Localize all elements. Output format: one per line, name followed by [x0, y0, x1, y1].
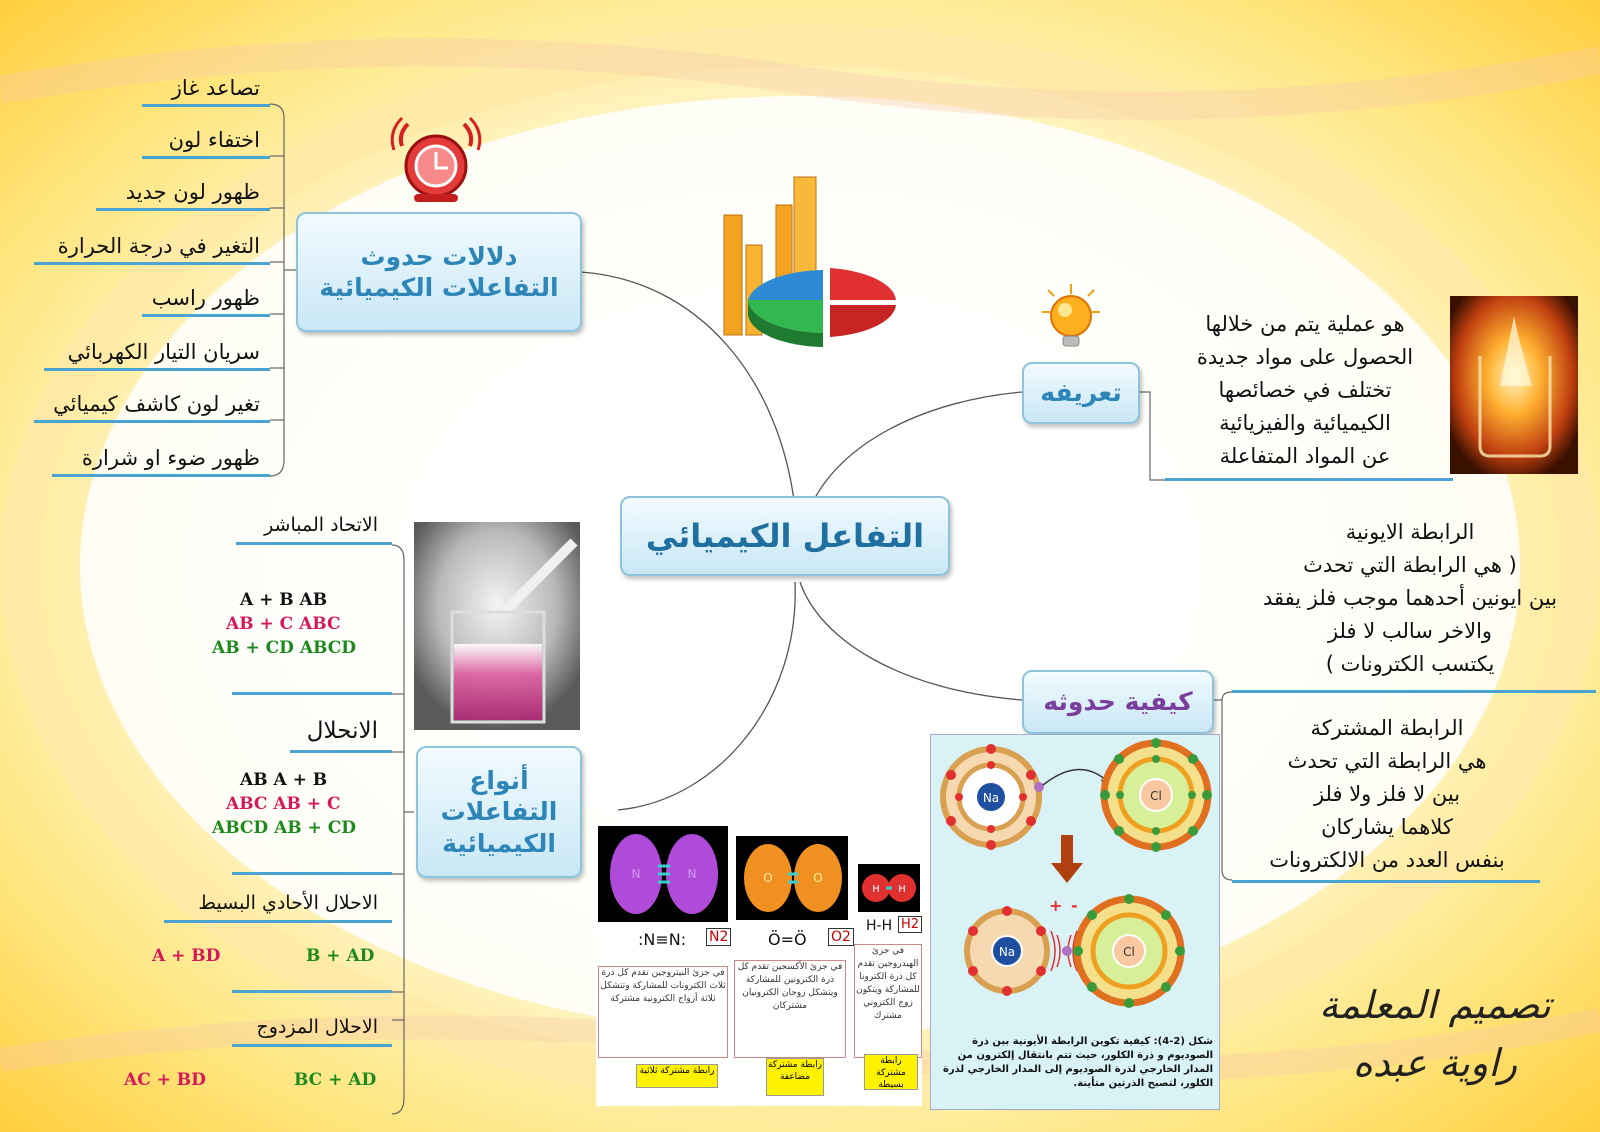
alarm-clock-icon [388, 116, 484, 204]
definition-title: تعريفه [1040, 378, 1122, 408]
plus-sign: + [1049, 896, 1063, 915]
single-replacement-label: الاحلال الأحادي البسيط [198, 892, 378, 914]
signature-line1: تصميم المعلمة [1319, 983, 1551, 1027]
combination-bottom-line [232, 692, 392, 695]
decomposition-eq1: AB A + B [240, 770, 328, 790]
sign-underline [34, 420, 270, 423]
combination-eq2: AB + C ABC [226, 614, 341, 634]
cl-label-top: Cl [1150, 789, 1162, 803]
ionic-text [1230, 516, 1590, 681]
types-node[interactable] [416, 746, 582, 878]
o2-symbol: O2 [828, 928, 854, 946]
signature-line2: راوية عبده [1352, 1041, 1518, 1085]
how-title: كيفية حدوثه [1043, 687, 1193, 717]
decomposition-eq3: ABCD AB + CD [212, 818, 356, 838]
o2-molecule-image [736, 836, 848, 920]
sign-underline [52, 474, 270, 477]
decomposition-underline [290, 750, 392, 753]
single-right-eq: B + AD [306, 946, 375, 966]
down-arrow-icon [1051, 835, 1083, 883]
combination-label: الاتحاد المباشر [264, 514, 378, 536]
double-left-eq: AC + BD [124, 1070, 206, 1090]
signs-node[interactable] [296, 212, 582, 332]
n2-description: في جزئ النيتروجين تقدم كل ذرة ثلاث الكترونات للمشاركة وتتشكل ثلاثة أزواج الكترونية مشتركة [598, 966, 728, 1058]
covalent-line: الرابطة المشتركة [1310, 716, 1464, 740]
sign-underline [96, 208, 270, 211]
decomposition-bottom-line [232, 872, 392, 875]
h2-atom-label: H [898, 884, 906, 895]
covalent-line: بنفس العدد من الالكترونات [1269, 848, 1505, 872]
h2-description: في جزئ الهيدروجين تقدم كل ذرة الكترونا للمشاركة ويتكون زوج الكتروني مشترك [854, 944, 922, 1058]
sign-underline [142, 104, 270, 107]
sign-item-color-disappear: اختفاء لون [168, 128, 260, 152]
ionic-underline [1232, 690, 1596, 693]
o2-atom-label: O [813, 871, 823, 885]
definition-text [1160, 308, 1450, 473]
sign-item-current: سريان التيار الكهربائي [67, 340, 260, 364]
na-label-bottom: Na [998, 945, 1016, 959]
central-node[interactable] [620, 496, 950, 576]
o2-bond-label: رابطة مشتركة مضاعفة [766, 1058, 824, 1096]
decomposition-label: الانحلال [306, 718, 378, 744]
definition-underline [1165, 478, 1453, 481]
sign-underline [34, 262, 270, 265]
double-underline [232, 1044, 392, 1047]
n2-symbol: N2 [706, 928, 731, 946]
molecules-panel [596, 826, 922, 1106]
combination-eq3: AB + CD ABCD [212, 638, 356, 658]
sign-item-light: ظهور ضوء او شرارة [81, 446, 260, 470]
h2-formula: H-H [866, 918, 893, 934]
definition-node[interactable] [1022, 362, 1140, 424]
covalent-line: هي الرابطة التي تحدث [1287, 749, 1487, 773]
covalent-underline [1232, 880, 1540, 883]
single-bottom-line [232, 990, 392, 993]
ionic-line: الرابطة الايونية [1345, 520, 1475, 544]
definition-line: هو عملية يتم من خلالها [1205, 312, 1405, 336]
h2-symbol: H2 [898, 916, 922, 933]
minus-sign: - [1071, 896, 1078, 915]
lightbulb-icon [1036, 282, 1106, 354]
double-replacement-label: الاحلال المزدوج [256, 1016, 378, 1038]
covalent-line: كلاهما يشاركان [1321, 815, 1453, 839]
covalent-text [1232, 712, 1542, 877]
sign-item-precipitate: ظهور راسب [151, 286, 260, 310]
o2-atom-label: O [763, 871, 773, 885]
o2-description: في جزئ الأكسجين تقدم كل ذرة الكترونين للمشاركة ويتشكل زوجان الكترونيان مشتركان [734, 960, 846, 1058]
n2-atom-label: N [687, 867, 697, 881]
sign-underline [142, 156, 270, 159]
central-title: التفاعل الكيميائي [645, 517, 925, 555]
types-title: أنواع التفاعلات الكيميائية [440, 766, 558, 858]
sign-underline [142, 314, 270, 317]
decomposition-eq2: ABC AB + C [226, 794, 341, 814]
fire-beaker-image [1450, 296, 1578, 474]
sign-item-gas: تصاعد غاز [171, 76, 260, 100]
beaker-reaction-image [414, 522, 580, 730]
na-label-top: Na [982, 791, 1000, 805]
n2-molecule-image [598, 826, 728, 922]
definition-line: الكيميائية والفيزيائية [1219, 411, 1391, 435]
signature [1300, 976, 1570, 1092]
h2-molecule-image [858, 864, 920, 912]
sign-item-new-color: ظهور لون جديد [125, 180, 260, 204]
double-right-eq: BC + AD [294, 1070, 377, 1090]
chart-decoration-icon [718, 175, 918, 365]
how-node[interactable] [1022, 670, 1214, 734]
n2-atom-label: N [631, 867, 641, 881]
ionic-bond-diagram [931, 735, 1219, 1035]
h2-atom-label: H [872, 884, 880, 895]
ionic-line: بين ايونين أحدهما موجب فلز يفقد [1262, 586, 1558, 610]
sign-underline [44, 368, 270, 371]
ionic-line: ( هي الرابطة التي تحدث [1303, 553, 1517, 577]
single-underline [164, 920, 392, 923]
h2-bond-label: رابطة مشتركة بسيطة [864, 1054, 918, 1090]
sign-item-indicator: تغير لون كاشف كيميائي [53, 392, 260, 416]
cl-label-bottom: Cl [1123, 945, 1135, 959]
ionic-figure-caption: شكل (2-4): كيفية تكوين الرابطة الأيونية بين ذرة الصوديوم و ذرة الكلور، حيث تتم بانتقال إلكترون من المدار الخارجي لذرة الصوديوم إلى المدار الخارجي لذرة الكلور، لتصبح الذرتين متأينة. [943, 1036, 1213, 1089]
definition-line: الحصول على مواد جديدة [1196, 345, 1414, 369]
definition-line: تختلف في خصائصها [1218, 378, 1392, 402]
ionic-line: يكتسب الكترونات ) [1325, 652, 1495, 676]
sign-item-temperature: التغير في درجة الحرارة [57, 234, 260, 258]
ionic-bond-figure [930, 734, 1220, 1110]
combination-eq1: A + B AB [240, 590, 328, 610]
definition-line: عن المواد المتفاعلة [1219, 444, 1391, 468]
n2-bond-label: رابطة مشتركة ثلاثية [636, 1064, 718, 1088]
o2-formula: Ö=Ö [768, 930, 807, 949]
combination-underline [236, 542, 392, 545]
single-left-eq: A + BD [152, 946, 221, 966]
covalent-line: بين لا فلز ولا فلز [1313, 782, 1461, 806]
signs-title: دلالات حدوث التفاعلات الكيميائية [319, 241, 559, 302]
ionic-line: والاخر سالب لا فلز [1327, 619, 1493, 643]
n2-formula: :N≡N: [638, 930, 687, 949]
